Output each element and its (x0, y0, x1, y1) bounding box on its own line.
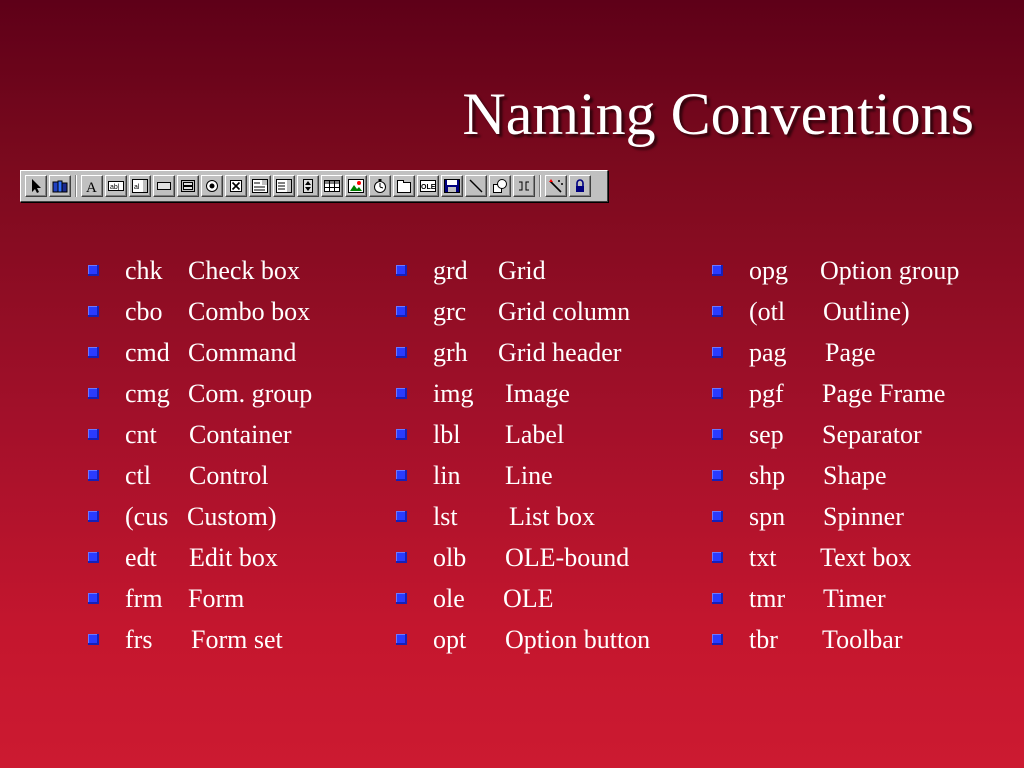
bullet-square-icon (396, 388, 407, 399)
textbox-icon[interactable] (105, 175, 127, 197)
item-abbr: cnt (125, 420, 157, 449)
bullet-square-icon (396, 470, 407, 481)
optiongroup-icon[interactable] (201, 175, 223, 197)
editbox-icon[interactable] (129, 175, 151, 197)
view-classes-icon[interactable] (49, 175, 71, 197)
bullet-square-icon (88, 388, 99, 399)
bullet-square-icon (712, 306, 723, 317)
item-desc: Image (505, 379, 570, 408)
item-desc: Line (505, 461, 553, 490)
commandgroup-icon[interactable] (177, 175, 199, 197)
checkbox-icon[interactable] (225, 175, 247, 197)
item-desc: Spinner (823, 502, 904, 531)
shape-icon[interactable] (489, 175, 511, 197)
bullet-square-icon (712, 470, 723, 481)
bullet-square-icon (712, 634, 723, 645)
bullet-square-icon (88, 347, 99, 358)
pageframe-icon[interactable] (393, 175, 415, 197)
item-desc: Check box (188, 256, 300, 285)
bullet-square-icon (88, 593, 99, 604)
item-abbr: tbr (749, 625, 778, 654)
item-abbr: cmg (125, 379, 170, 408)
item-desc: Container (189, 420, 292, 449)
item-desc: OLE (503, 584, 554, 613)
bullet-square-icon (88, 265, 99, 276)
item-desc: Control (189, 461, 269, 490)
bullet-square-icon (88, 552, 99, 563)
bullet-square-icon (712, 429, 723, 440)
timer-icon[interactable] (369, 175, 391, 197)
item-desc: Outline) (823, 297, 910, 326)
ole-container-icon[interactable] (417, 175, 439, 197)
bullet-square-icon (396, 306, 407, 317)
item-desc: Edit box (189, 543, 278, 572)
item-desc: Custom) (187, 502, 277, 531)
item-abbr: (cus (125, 502, 169, 531)
combobox-icon[interactable] (249, 175, 271, 197)
bullet-square-icon (88, 634, 99, 645)
item-abbr: pgf (749, 379, 784, 408)
item-abbr: img (433, 379, 474, 408)
bullet-square-icon (712, 347, 723, 358)
bullet-square-icon (88, 306, 99, 317)
item-abbr: txt (749, 543, 777, 572)
item-abbr: lst (433, 502, 458, 531)
bullet-square-icon (396, 265, 407, 276)
item-abbr: sep (749, 420, 784, 449)
bullet-square-icon (712, 388, 723, 399)
ole-bound-icon[interactable] (441, 175, 463, 197)
item-abbr: grh (433, 338, 468, 367)
item-desc: Text box (820, 543, 912, 572)
bullet-square-icon (88, 511, 99, 522)
item-abbr: pag (749, 338, 787, 367)
bullet-square-icon (88, 470, 99, 481)
spinner-icon[interactable] (297, 175, 319, 197)
bullet-square-icon (396, 511, 407, 522)
bullet-square-icon (396, 552, 407, 563)
item-abbr: (otl (749, 297, 786, 326)
item-desc: Com. group (188, 379, 313, 408)
item-abbr: spn (749, 502, 786, 531)
item-desc: List box (509, 502, 595, 531)
item-desc: Option group (820, 256, 960, 285)
item-abbr: frm (125, 584, 163, 613)
item-desc: Form (188, 584, 245, 613)
bullet-square-icon (396, 593, 407, 604)
item-desc: Shape (823, 461, 887, 490)
item-desc: Grid header (498, 338, 622, 367)
commandbutton-icon[interactable] (153, 175, 175, 197)
svg-text:ab|: ab| (110, 184, 120, 191)
slide-title: Naming Conventions (462, 81, 974, 147)
item-abbr: frs (125, 625, 153, 654)
ole-icon-label: OLE (421, 184, 436, 191)
form-controls-toolbar (20, 170, 608, 202)
bullet-square-icon (396, 429, 407, 440)
svg-text:al: al (134, 184, 140, 191)
bullet-square-icon (396, 634, 407, 645)
item-abbr: ole (433, 584, 465, 613)
bullet-square-icon (712, 552, 723, 563)
item-abbr: lbl (433, 420, 461, 449)
pointer-icon[interactable] (25, 175, 47, 197)
bullet-square-icon (712, 593, 723, 604)
line-icon[interactable] (465, 175, 487, 197)
bullet-square-icon (712, 265, 723, 276)
item-desc: Command (188, 338, 297, 367)
item-abbr: grd (433, 256, 468, 285)
builder-lock-icon[interactable] (545, 175, 567, 197)
item-desc: Label (505, 420, 565, 449)
listbox-icon[interactable] (273, 175, 295, 197)
bullet-square-icon (88, 429, 99, 440)
item-desc: Combo box (188, 297, 311, 326)
button-lock-icon[interactable] (569, 175, 591, 197)
item-desc: Timer (823, 584, 886, 613)
image-icon[interactable] (345, 175, 367, 197)
svg-text:A: A (86, 180, 97, 194)
label-icon[interactable] (81, 175, 103, 197)
bullet-square-icon (712, 511, 723, 522)
item-desc: Grid column (498, 297, 631, 326)
item-desc: Page (825, 338, 876, 367)
item-desc: Separator (822, 420, 922, 449)
item-abbr: cbo (125, 297, 163, 326)
item-desc: Page Frame (822, 379, 946, 408)
item-desc: OLE-bound (505, 543, 630, 572)
item-desc: Toolbar (822, 625, 903, 654)
separator-icon[interactable] (513, 175, 535, 197)
item-abbr: edt (125, 543, 157, 572)
item-abbr: ctl (125, 461, 151, 490)
item-desc: Form set (191, 625, 283, 654)
item-abbr: cmd (125, 338, 170, 367)
item-abbr: tmr (749, 584, 786, 613)
item-abbr: opg (749, 256, 788, 285)
item-abbr: lin (433, 461, 461, 490)
item-desc: Grid (498, 256, 546, 285)
item-abbr: olb (433, 543, 467, 572)
item-abbr: shp (749, 461, 786, 490)
item-abbr: grc (433, 297, 467, 326)
grid-icon[interactable] (321, 175, 343, 197)
item-abbr: opt (433, 625, 467, 654)
item-abbr: chk (125, 256, 163, 285)
bullet-square-icon (396, 347, 407, 358)
item-desc: Option button (505, 625, 651, 654)
